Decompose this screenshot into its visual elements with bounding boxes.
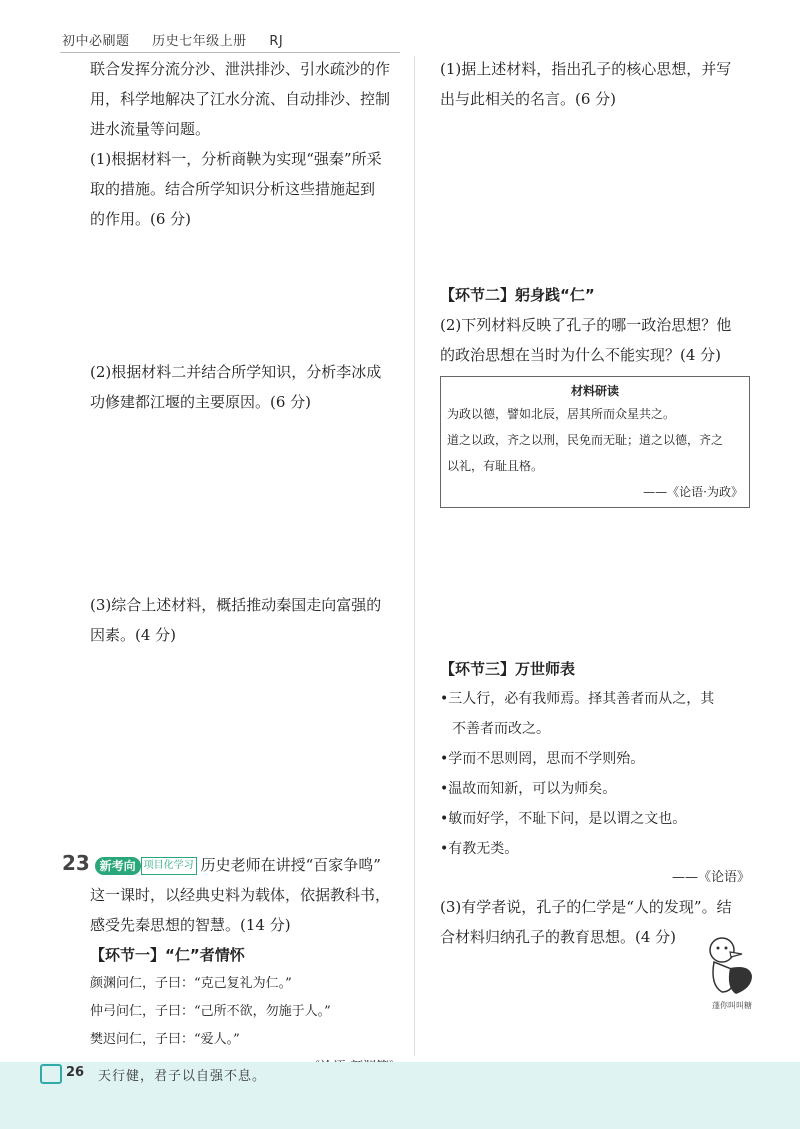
header-rule [60,52,400,53]
question-1-line: 取的措施。结合所学知识分析这些措施起到 [90,180,376,198]
question-3-line: (3)综合上述材料，概括推动秦国走向富强的 [90,596,382,614]
mascot-icon [700,930,760,1010]
left-question-3 [90,590,400,650]
page-number: 26 [66,1065,85,1080]
question-23 [62,848,402,1082]
analects-bullet: •三人行，必有我师焉。择其善者而从之，其 [440,691,715,707]
analects-source: ——《论语》 [671,870,750,885]
analects-bullet-cont: 不善者而改之。 [452,721,550,737]
question-2-line: 功修建都江堰的主要原因。(6 分) [90,393,312,411]
section-1-title: 【环节一】“仁”者情怀 [90,946,245,964]
quote-line: 仲弓问仁，子曰：“己所不欲，勿施于人。” [90,1004,331,1019]
right-question-1 [440,54,750,114]
column-divider [414,56,415,1056]
question-1-line: 的作用。(6 分) [90,210,192,228]
page-header [62,30,301,49]
right-q1-line: 出与此相关的名言。(6 分) [440,90,617,108]
book-icon [40,1064,62,1084]
right-q1-line: (1)据上述材料，指出孔子的核心思想，并写 [440,60,732,78]
right-q3-line: (3)有学者说，孔子的仁学是“人的发现”。结 [440,898,732,916]
footer-motto: 天行健，君子以自强不息。 [98,1069,267,1084]
right-section-2 [440,280,750,508]
question-23-line-1 [62,848,402,880]
intro-line: 联合发挥分流分沙、泄洪排沙、引水疏沙的作 [90,60,391,78]
right-q2-line: (2)下列材料反映了孔子的哪一政治思想？他 [440,316,732,334]
analects-bullet: •温故而知新，可以为师矣。 [440,781,617,797]
series-title: 初中必刷题 [62,34,130,49]
material-source: ——《论语·为政》 [643,485,743,499]
question-3-line: 因素。(4 分) [90,626,177,644]
left-question-2 [90,357,400,417]
material-line: 为政以德，譬如北辰，居其所而众星共之。 [447,407,676,421]
quote-line: 樊迟问仁，子曰：“爱人。” [90,1032,240,1047]
section-3-title: 【环节三】万世师表 [440,660,576,678]
project-learning-badge: 项目化学习 [141,857,197,875]
new-trend-badge: 新考向 [95,857,141,875]
right-section-3 [440,654,750,952]
question-23-text: 历史老师在讲授“百家争鸣” [200,856,381,874]
edition-label: RJ [269,34,284,49]
material-box [440,376,750,508]
analects-bullet: •有教无类。 [440,841,519,857]
question-23-text: 感受先秦思想的智慧。(14 分) [90,916,291,934]
material-line: 以礼，有耻且格。 [447,459,544,473]
subject-title: 历史七年级上册 [152,34,247,49]
question-number: 23 [62,851,90,875]
material-line: 道之以政，齐之以刑，民免而无耻；道之以德，齐之 [447,433,724,447]
intro-line: 用，科学地解决了江水分流、自动排沙、控制 [90,90,391,108]
question-1-line: (1)根据材料一，分析商鞅为实现“强秦”所采 [90,150,382,168]
quote-line: 颜渊问仁，子曰：“克己复礼为仁。” [90,976,292,991]
question-23-text: 这一课时，以经典史料为载体，依据教科书， [90,886,391,904]
analects-bullet: •敏而好学，不耻下问，是以谓之文也。 [440,811,687,827]
mascot-caption: 蓬你叫叫糖 [712,1001,752,1010]
intro-line: 进水流量等问题。 [90,120,211,138]
question-2-line: (2)根据材料二并结合所学知识，分析李冰成 [90,363,382,381]
section-2-title: 【环节二】躬身践“仁” [440,286,595,304]
right-q3-line: 合材料归纳孔子的教育思想。(4 分) [440,928,677,946]
left-column [90,54,400,234]
analects-bullet: •学而不思则罔，思而不学则殆。 [440,751,645,767]
right-q2-line: 的政治思想在当时为什么不能实现？(4 分) [440,346,722,364]
material-box-title: 材料研读 [570,384,619,398]
